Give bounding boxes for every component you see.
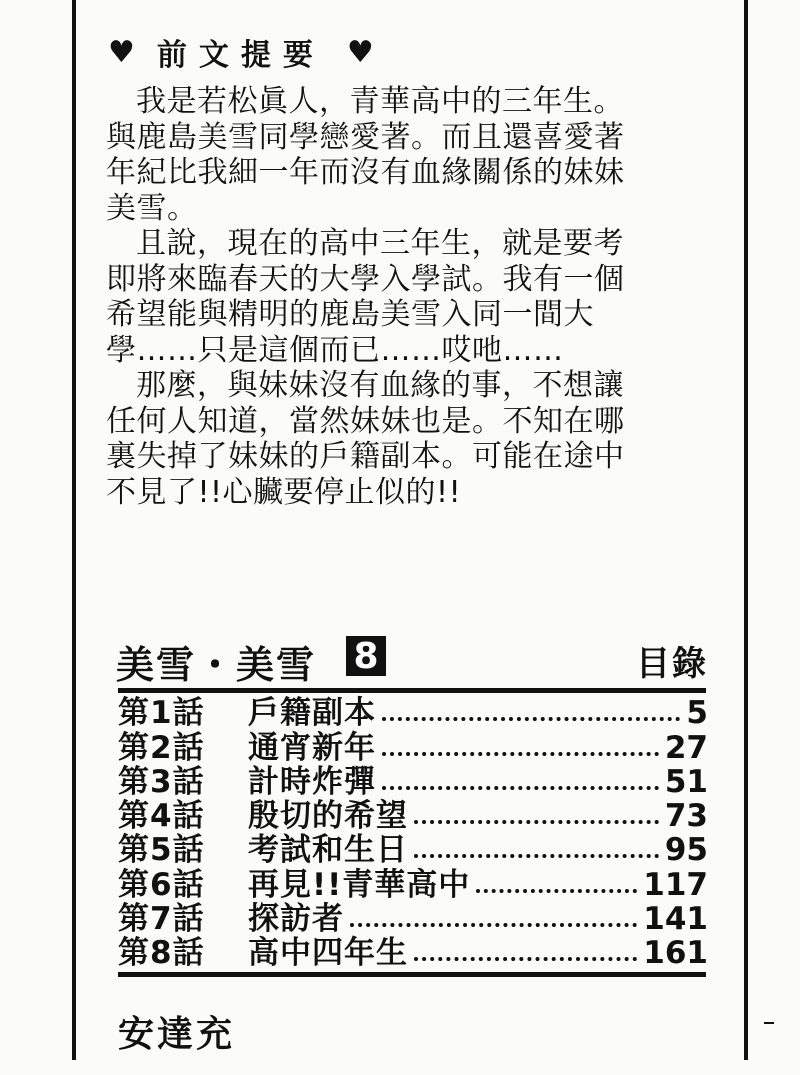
chapter-number: 第5話 xyxy=(118,832,205,869)
chapter-title: 考試和生日 xyxy=(248,832,408,869)
dot-leader xyxy=(382,717,680,721)
summary-paragraph: 且說，現在的高中三年生，就是要考即將來臨春天的大學入學試。我有一個希望能與精明的鹿島美雪入同一間大學……只是這個而已……哎吔…… xyxy=(106,226,625,368)
chapter-entry[interactable] xyxy=(118,765,708,799)
dot-leader xyxy=(476,889,637,893)
chapter-entry[interactable] xyxy=(118,902,708,936)
left-border-rule xyxy=(72,0,76,1060)
chapter-entry[interactable] xyxy=(118,730,708,764)
dot-leader xyxy=(382,786,659,790)
chapter-entry[interactable] xyxy=(118,936,708,970)
chapter-title: 通宵新年 xyxy=(248,729,376,766)
dot-leader xyxy=(414,957,637,961)
summary-heading-text: 前文提要 xyxy=(156,38,325,73)
chapter-title: 計時炸彈 xyxy=(248,763,376,800)
right-border-rule xyxy=(744,0,748,1060)
chapter-title: 戶籍副本 xyxy=(248,695,376,732)
chapter-page-number: 51 xyxy=(664,763,708,800)
chapter-number: 第1話 xyxy=(118,695,205,732)
chapter-page-number: 141 xyxy=(643,901,708,938)
chapter-entry[interactable] xyxy=(118,799,708,833)
chapter-entry[interactable] xyxy=(118,696,708,730)
chapter-number: 第6話 xyxy=(118,866,205,903)
dot-leader xyxy=(382,752,659,756)
table-of-contents xyxy=(118,696,708,970)
summary-text xyxy=(106,84,646,510)
chapter-page-number: 27 xyxy=(664,729,708,766)
volume-number-badge: 8 xyxy=(346,636,386,676)
contents-top-rule xyxy=(118,688,706,693)
chapter-page-number: 117 xyxy=(643,866,708,903)
summary-heading xyxy=(108,30,448,74)
chapter-page-number: 5 xyxy=(686,695,708,732)
dot-leader xyxy=(414,820,659,824)
chapter-page-number: 95 xyxy=(664,832,708,869)
chapter-number: 第4話 xyxy=(118,798,205,835)
chapter-title: 高中四年生 xyxy=(248,935,408,972)
contents-label: 目錄 xyxy=(636,644,708,684)
summary-paragraph: 那麼，與妹妹沒有血緣的事，不想讓任何人知道，當然妹妹也是。不知在哪裏失掉了妹妹的戶籍副本。可能在途中不見了!!心臟要停止似的!! xyxy=(106,368,625,510)
chapter-number: 第7話 xyxy=(118,901,205,938)
dot-leader xyxy=(414,854,659,858)
chapter-title: 殷切的希望 xyxy=(248,798,408,835)
chapter-number: 第8話 xyxy=(118,935,205,972)
edge-mark xyxy=(764,1022,774,1024)
chapter-title: 探訪者 xyxy=(248,901,344,938)
series-title: 美雪・美雪 xyxy=(116,643,317,687)
chapter-page-number: 73 xyxy=(664,798,708,835)
summary-paragraph: 我是若松眞人，青華高中的三年生。與鹿島美雪同學戀愛著。而且還喜愛著年紀比我細一年而沒有血緣關係的妹妹美雪。 xyxy=(106,84,625,226)
author-name: 安達充 xyxy=(118,1014,236,1055)
contents-bottom-rule xyxy=(118,972,706,977)
chapter-number: 第3話 xyxy=(118,763,205,800)
chapter-title: 再見!!青華高中 xyxy=(248,866,471,903)
heart-icon: ♥ xyxy=(346,34,374,70)
heart-icon: ♥ xyxy=(108,34,135,70)
dot-leader xyxy=(350,923,637,927)
contents-title-row xyxy=(116,632,708,687)
chapter-entry[interactable] xyxy=(118,833,708,867)
chapter-entry[interactable] xyxy=(118,867,708,901)
chapter-page-number: 161 xyxy=(643,935,708,972)
chapter-number: 第2話 xyxy=(118,729,205,766)
